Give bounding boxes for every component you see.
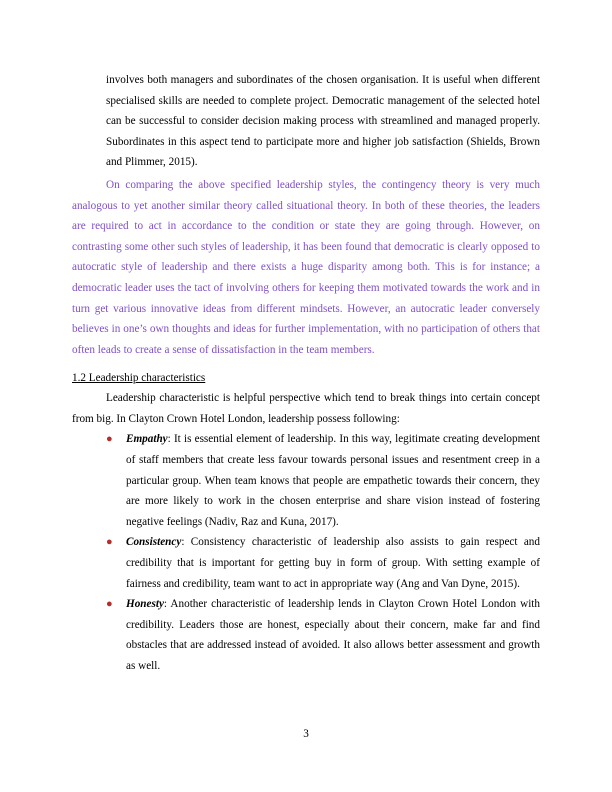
paragraph-continuation: involves both managers and subordinates of the chosen organisation. It is useful when different specialised skills are needed to complete project. Democratic management of the selected hotel can be successful to consider decision making process with streamlined and managed properly. Subordinates in this aspect tend to participate more and higher job satisfaction (Shields, Brown and Plimmer, 2015). <box>106 74 540 169</box>
list-item <box>92 594 540 676</box>
list-item <box>92 532 540 594</box>
paragraph-comparison-purple: On comparing the above specified leadership styles, the contingency theory is very much analogous to yet another similar theory called situational theory. In both of these theories, the leaders are required to act in accordance to the condition or state they are going through. However, on contrasting some other such styles of leadership, it has been found that democratic is clearly opposed to autocratic style of leadership and there exists a huge disparity among both. This is for instance; a democratic leader uses the tact of involving others for keeping them motivated towards the work and in turn get various innovative ideas from different mindsets. However, an autocratic leader conversely believes in one’s own thoughts and ideas for further implementation, with no participation of others that often leads to create a sense of dissatisfaction in the team members. <box>72 179 540 356</box>
list-item-term: Consistency <box>126 536 182 549</box>
bullet-icon: ● <box>106 536 113 549</box>
leadership-characteristics-list <box>72 429 540 676</box>
bullet-icon: ● <box>106 433 113 446</box>
list-item-term: Empathy <box>126 433 168 446</box>
section-heading-1-2: 1.2 Leadership characteristics <box>72 371 206 384</box>
list-item <box>92 429 540 532</box>
list-item-term: Honesty <box>126 598 164 611</box>
bullet-icon: ● <box>106 598 113 611</box>
list-item-text: : Another characteristic of leadership lends in Clayton Crown Hotel London with credibility. Leaders those are honest, especially about their concern, make far and find obstacles that are addressed instead of avoided. It also allows better assessment and growth as well. <box>126 598 540 673</box>
list-item-text: : Consistency characteristic of leadership also assists to gain respect and credibility that is important for getting buy in form of group. With setting example of fairness and credibility, team want to act in appropriate way (Ang and Van Dyne, 2015). <box>126 536 540 590</box>
paragraph-intro-characteristics: Leadership characteristic is helpful perspective which tend to break things into certain concept from big. In Clayton Crown Hotel London, leadership possess following: <box>72 392 540 425</box>
page-number: 3 <box>303 728 309 740</box>
list-item-text: : It is essential element of leadership. In this way, legitimate creating development of staff members that create less favour towards personal issues and resentment creep in a particular group. When team knows that people are empathetic towards their concern, they are more likely to work in the chosen enterprise and share vision instead of fostering negative feelings (Nadiv, Raz and Kuna, 2017). <box>126 433 540 528</box>
